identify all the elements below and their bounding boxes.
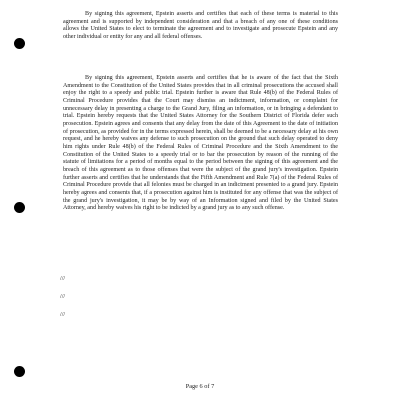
punch-hole-top: [14, 38, 25, 49]
paragraph-text: By signing this agreement, Epstein asserts and certifies that each of these terms is material to this agreement and is supported by independent consideration and that a breach of any one of these conditions allows the United States to elect to terminate the agreement and to investigate and prosecute Epstein and any other individual or entity for any and all federal offenses.: [63, 11, 338, 40]
agreement-paragraph-speedy-trial-waiver: [63, 75, 338, 213]
paragraph-text: By signing this agreement, Epstein asserts and certifies that he is aware of the fact that the Sixth Amendment to the Constitution of the United States provides that in all criminal prosecutions the accused shall enjoy the right to a speedy and public trial. Epstein further is aware that Rule 48(b) of the Federal Rules of Criminal Procedure provides that the Court may dismiss an indictment, information, or complaint for unnecessary delay in presenting a charge to the Grand Jury, filing an information, or in bringing a defendant to trial. Epstein hereby requests that the United States Attorney for the Southern District of Florida defer such prosecution. Epstein agrees and consents that any delay from the date of this Agreement to the date of initiation of prosecution, as provided for in the terms expressed herein, shall be deemed to be a necessary delay at his own request, and he hereby waives any defense to such prosecution on the ground that such delay operated to deny him rights under Rule 48(b) of the Federal Rules of Criminal Procedure and the Sixth Amendment to the Constitution of the United States to a speedy trial or to bar the prosecution by reason of the running of the statute of limitations for a period of months equal to the period between the signing of this agreement and the breach of this agreement as to those offenses that were the subject of the grand jury's investigation. Epstein further asserts and certifies that he understands that the Fifth Amendment and Rule 7(a) of the Federal Rules of Criminal Procedure provide that all felonies must be charged in an indictment presented to a grand jury. Epstein hereby agrees and consents that, if a prosecution against him is instituted for any offense that was the subject of the grand jury's investigation, it may be by way of an Information signed and filed by the United States Attorney, and hereby waives his right to be indicted by a grand jury as to any such offense.: [63, 75, 338, 212]
page-number-footer: Page 6 of 7: [185, 383, 215, 390]
slash-marker: ///: [60, 312, 66, 318]
slash-marker: ///: [60, 294, 66, 300]
slash-marker: ///: [60, 276, 66, 282]
punch-hole-bottom: [14, 366, 25, 377]
agreement-paragraph-materiality: [63, 11, 338, 42]
punch-hole-middle: [14, 202, 25, 213]
